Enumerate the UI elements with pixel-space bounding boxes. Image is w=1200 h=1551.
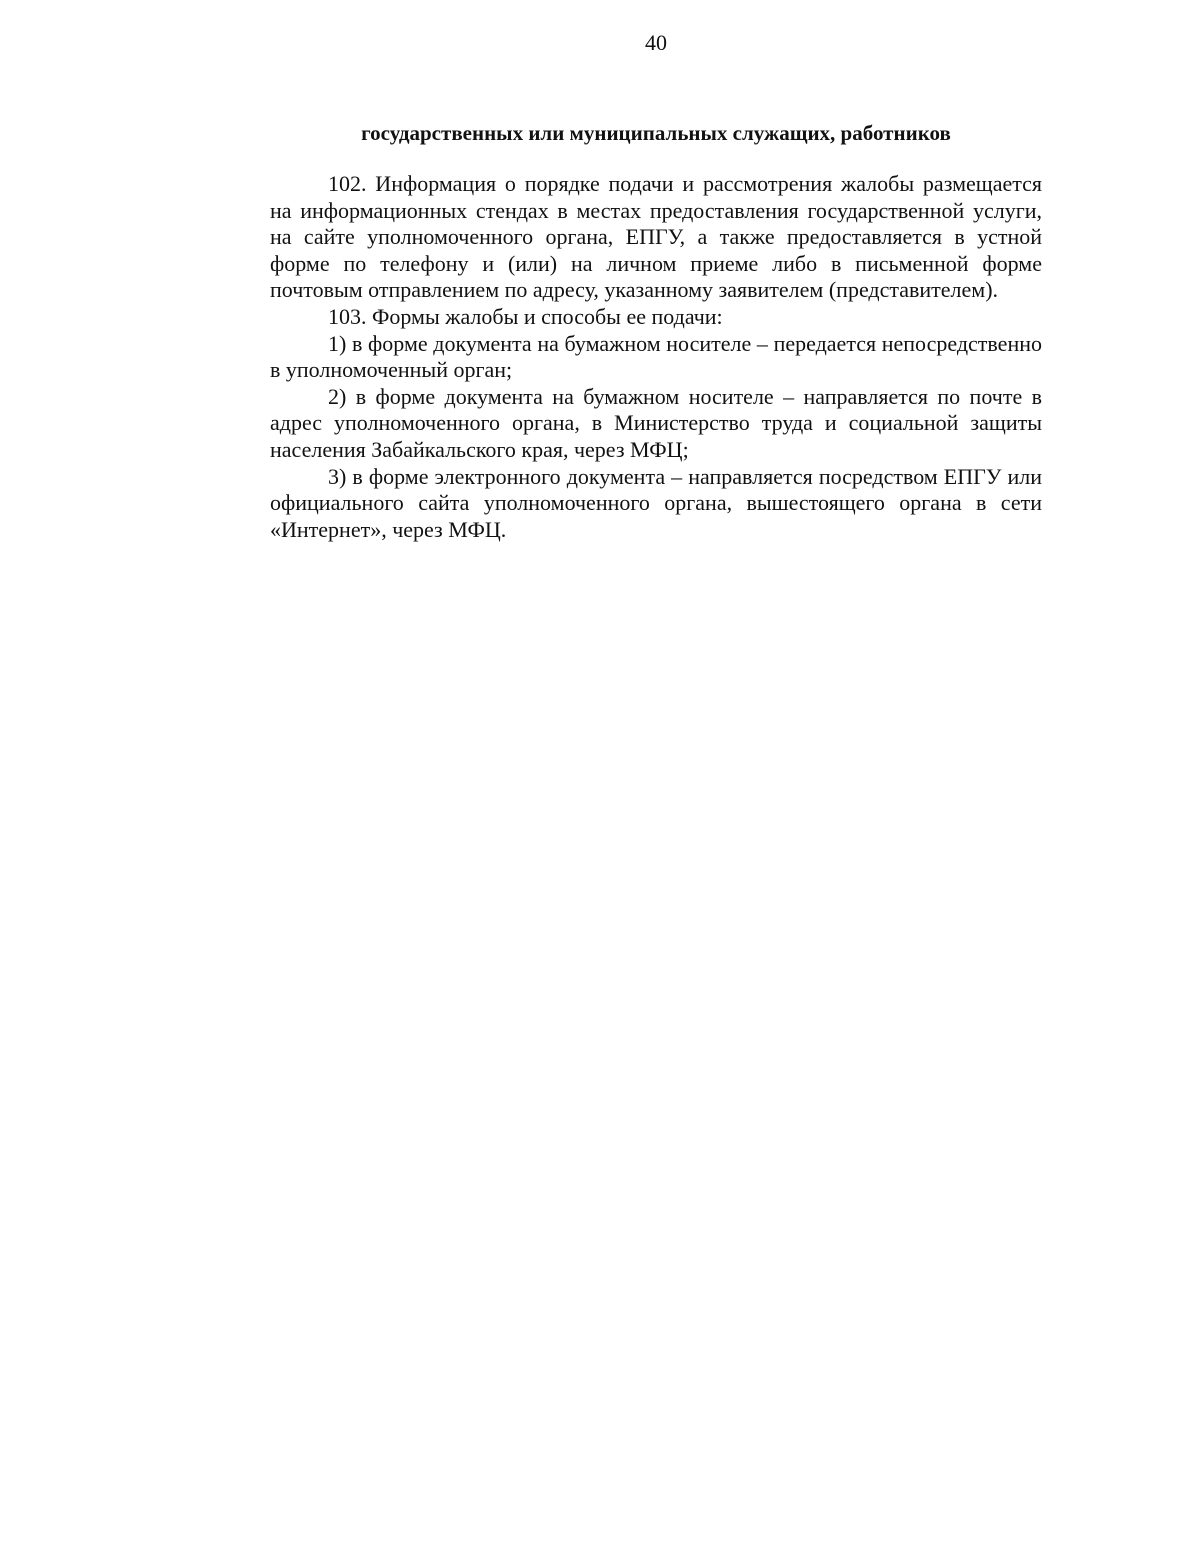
- list-item-3: 3) в форме электронного документа – направляется посредством ЕПГУ или официального сайта уполномоченного органа, вышестоящего органа в сети «Интернет», через МФЦ.: [270, 463, 1042, 542]
- page-number: 40: [645, 30, 667, 55]
- document-body: [270, 120, 1042, 543]
- section-heading: государственных или муниципальных служащих, работников: [361, 121, 951, 145]
- list-item-1: 1) в форме документа на бумажном носителе – передается непосредственно в уполномоченный орган;: [270, 330, 1042, 383]
- list-item-2: 2) в форме документа на бумажном носителе – направляется по почте в адрес уполномоченного органа, в Министерство труда и социальной защиты населения Забайкальского края, через МФЦ;: [270, 383, 1042, 462]
- paragraph-103: 103. Формы жалобы и способы ее подачи:: [328, 303, 723, 329]
- paragraph-102: 102. Информация о порядке подачи и рассмотрения жалобы размещается на информационных стендах в местах предоставления государственной услуги, на сайте уполномоченного органа, ЕПГУ, а также предоставляется в устной форме по телефону и (или) на личном приеме либо в письменной форме почтовым отправлением по адресу, указанному заявителем (представителем).: [270, 171, 1042, 303]
